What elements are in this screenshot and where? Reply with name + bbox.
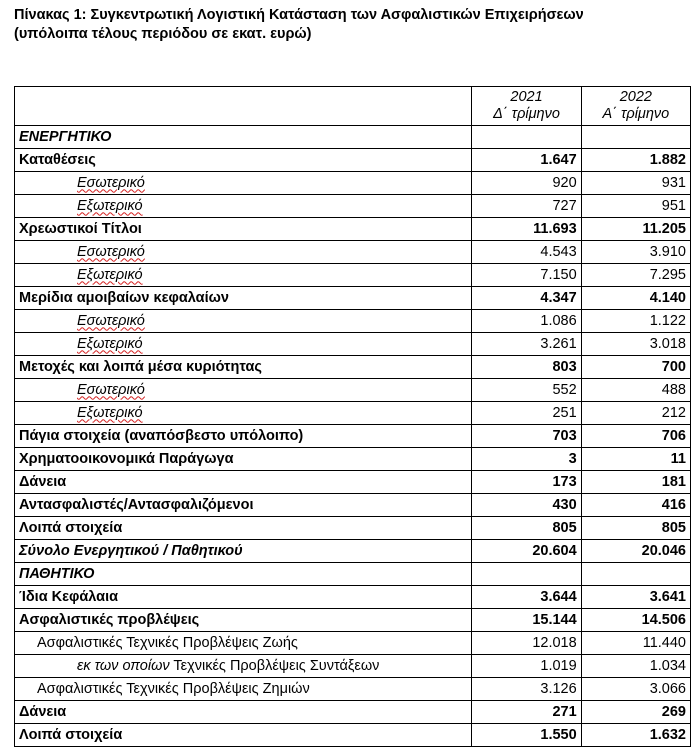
- value-2021: 805: [472, 517, 581, 540]
- table-row-total: [15, 540, 691, 563]
- row-label-text: Εξωτερικό: [77, 335, 143, 352]
- header-year: 2021: [510, 89, 543, 105]
- value-2022: 488: [581, 379, 690, 402]
- value-2022: 3.641: [581, 586, 690, 609]
- table-title-line1: Πίνακας 1: Συγκεντρωτική Λογιστική Κατάσταση των Ασφαλιστικών Επιχειρήσεων: [14, 7, 584, 23]
- row-label: Σύνολο Ενεργητικού / Παθητικού: [15, 540, 472, 563]
- row-label: Λοιπά στοιχεία: [15, 724, 472, 747]
- value-2021: 430: [472, 494, 581, 517]
- value-2021: [472, 126, 581, 149]
- value-2021: 15.144: [472, 609, 581, 632]
- header-2021-q4: [472, 87, 581, 126]
- table-row: [15, 425, 691, 448]
- value-2022: 11.440: [581, 632, 690, 655]
- value-2021: 1.550: [472, 724, 581, 747]
- row-label-text: Εσωτερικό: [77, 174, 145, 191]
- header-quarter: Α΄ τρίμηνο: [602, 106, 670, 122]
- row-label-text: Εξωτερικό: [77, 197, 143, 214]
- row-label: Καταθέσεις: [15, 149, 472, 172]
- table-row: [15, 149, 691, 172]
- row-label: ΕΝΕΡΓΗΤΙΚΟ: [15, 126, 472, 149]
- row-label: Χρηματοοικονομικά Παράγωγα: [15, 448, 472, 471]
- value-2021: 920: [472, 172, 581, 195]
- row-label: Ασφαλιστικές προβλέψεις: [15, 609, 472, 632]
- table-row: [15, 310, 691, 333]
- value-2022: 1.034: [581, 655, 690, 678]
- row-label-text: Εσωτερικό: [77, 312, 145, 329]
- row-label: [15, 195, 472, 218]
- header-2022-q1: [581, 87, 690, 126]
- row-label-text: Εσωτερικό: [77, 381, 145, 398]
- row-label: [15, 379, 472, 402]
- value-2022: 416: [581, 494, 690, 517]
- value-2021: 173: [472, 471, 581, 494]
- value-2021: 271: [472, 701, 581, 724]
- row-label-text: Εσωτερικό: [77, 243, 145, 260]
- row-label-text: Εξωτερικό: [77, 404, 143, 421]
- value-2021: 20.604: [472, 540, 581, 563]
- row-label: Ασφαλιστικές Τεχνικές Προβλέψεις Ζημιών: [15, 678, 472, 701]
- row-label: Πάγια στοιχεία (αναπόσβεστο υπόλοιπο): [15, 425, 472, 448]
- value-2022: 951: [581, 195, 690, 218]
- row-label-italic: εκ των οποίων: [77, 657, 170, 674]
- value-2022: 931: [581, 172, 690, 195]
- value-2022: 14.506: [581, 609, 690, 632]
- value-2021: 703: [472, 425, 581, 448]
- value-2022: 4.140: [581, 287, 690, 310]
- value-2022: [581, 563, 690, 586]
- value-2021: 3: [472, 448, 581, 471]
- table-row: [15, 632, 691, 655]
- table-row-assets-heading: [15, 126, 691, 149]
- row-label: [15, 264, 472, 287]
- value-2021: 3.126: [472, 678, 581, 701]
- row-label: [15, 310, 472, 333]
- value-2022: [581, 126, 690, 149]
- row-label: Μετοχές και λοιπά μέσα κυριότητας: [15, 356, 472, 379]
- value-2021: 1.086: [472, 310, 581, 333]
- header-year: 2022: [619, 89, 652, 105]
- value-2022: 706: [581, 425, 690, 448]
- row-label: Μερίδια αμοιβαίων κεφαλαίων: [15, 287, 472, 310]
- value-2021: 4.347: [472, 287, 581, 310]
- value-2021: 11.693: [472, 218, 581, 241]
- value-2022: 1.882: [581, 149, 690, 172]
- value-2022: 3.066: [581, 678, 690, 701]
- value-2021: 4.543: [472, 241, 581, 264]
- value-2022: 3.910: [581, 241, 690, 264]
- row-label: Δάνεια: [15, 701, 472, 724]
- row-label: [15, 241, 472, 264]
- table-row: [15, 264, 691, 287]
- value-2021: 3.644: [472, 586, 581, 609]
- value-2022: 212: [581, 402, 690, 425]
- value-2022: 1.632: [581, 724, 690, 747]
- balance-sheet-table: [14, 86, 691, 747]
- table-title-line2: (υπόλοιπα τέλους περιόδου σε εκατ. ευρώ): [14, 26, 312, 42]
- table-row: [15, 701, 691, 724]
- header-quarter: Δ΄ τρίμηνο: [493, 106, 560, 122]
- row-label: [15, 172, 472, 195]
- table-row: [15, 287, 691, 310]
- table-row: [15, 609, 691, 632]
- value-2021: 803: [472, 356, 581, 379]
- table-row: [15, 655, 691, 678]
- value-2021: 1.647: [472, 149, 581, 172]
- row-label: ΠΑΘΗΤΙΚΟ: [15, 563, 472, 586]
- table-row: [15, 195, 691, 218]
- table-row: [15, 172, 691, 195]
- row-label: Λοιπά στοιχεία: [15, 517, 472, 540]
- table-row: [15, 678, 691, 701]
- value-2022: 181: [581, 471, 690, 494]
- value-2022: 3.018: [581, 333, 690, 356]
- value-2021: [472, 563, 581, 586]
- table-row-liabilities-heading: [15, 563, 691, 586]
- value-2021: 12.018: [472, 632, 581, 655]
- value-2022: 805: [581, 517, 690, 540]
- table-row: [15, 402, 691, 425]
- table-header-row: [15, 87, 691, 126]
- row-label: Αντασφαλιστές/Αντασφαλιζόμενοι: [15, 494, 472, 517]
- row-label-rest: Τεχνικές Προβλέψεις Συντάξεων: [169, 657, 380, 674]
- table-row: [15, 379, 691, 402]
- row-label: [15, 655, 472, 678]
- value-2021: 1.019: [472, 655, 581, 678]
- row-label-text: Εξωτερικό: [77, 266, 143, 283]
- table-row: [15, 241, 691, 264]
- table-row: [15, 724, 691, 747]
- value-2021: 3.261: [472, 333, 581, 356]
- row-label: [15, 333, 472, 356]
- row-label: Ίδια Κεφάλαια: [15, 586, 472, 609]
- table-title: [14, 6, 584, 44]
- table-row: [15, 494, 691, 517]
- table-row: [15, 448, 691, 471]
- table-row: [15, 471, 691, 494]
- table-row: [15, 517, 691, 540]
- value-2022: 7.295: [581, 264, 690, 287]
- value-2022: 269: [581, 701, 690, 724]
- header-label-cell: [15, 87, 472, 126]
- value-2022: 700: [581, 356, 690, 379]
- table-row: [15, 218, 691, 241]
- value-2021: 7.150: [472, 264, 581, 287]
- row-label: Ασφαλιστικές Τεχνικές Προβλέψεις Ζωής: [15, 632, 472, 655]
- value-2022: 11: [581, 448, 690, 471]
- table-row: [15, 356, 691, 379]
- value-2021: 727: [472, 195, 581, 218]
- value-2022: 11.205: [581, 218, 690, 241]
- table-row: [15, 333, 691, 356]
- table-row: [15, 586, 691, 609]
- row-label: Δάνεια: [15, 471, 472, 494]
- value-2022: 1.122: [581, 310, 690, 333]
- row-label: Χρεωστικοί Τίτλοι: [15, 218, 472, 241]
- row-label: [15, 402, 472, 425]
- value-2021: 251: [472, 402, 581, 425]
- value-2021: 552: [472, 379, 581, 402]
- value-2022: 20.046: [581, 540, 690, 563]
